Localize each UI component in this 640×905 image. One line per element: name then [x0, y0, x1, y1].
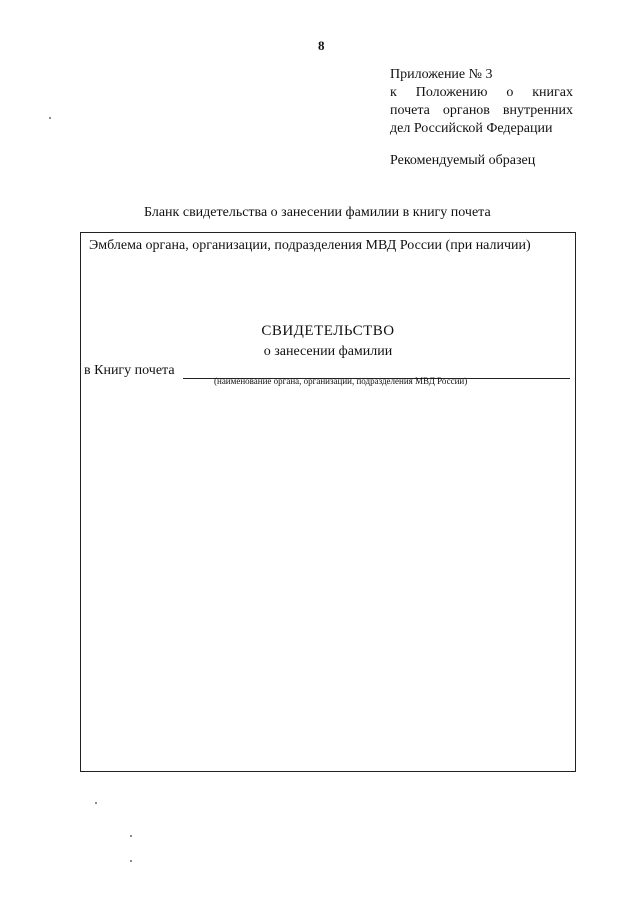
appendix-block	[390, 66, 573, 138]
book-of-honor-label: в Книгу почета	[84, 363, 175, 378]
appendix-word: Положению	[415, 85, 488, 100]
scan-speck	[95, 802, 97, 804]
certificate-frame	[80, 232, 576, 772]
appendix-title: Приложение № 3	[390, 67, 493, 82]
appendix-word: книгах	[532, 85, 573, 100]
form-title: Бланк свидетельства о занесении фамилии в книгу почета	[144, 205, 491, 220]
recommended-sample-label: Рекомендуемый образец	[390, 153, 536, 168]
certificate-subtitle: о занесении фамилии	[263, 344, 393, 359]
page-number: 8	[318, 38, 325, 53]
appendix-word: почета	[390, 103, 430, 118]
appendix-line-2	[390, 84, 573, 102]
appendix-word: органов	[442, 103, 490, 118]
emblem-placeholder: Эмблема органа, организации, подразделения МВД России (при наличии)	[89, 238, 531, 253]
scan-speck	[130, 860, 132, 862]
appendix-line-4: дел Российской Федерации	[390, 121, 553, 136]
appendix-line-3	[390, 102, 573, 120]
appendix-word: к	[390, 85, 397, 100]
scan-speck	[49, 117, 51, 119]
appendix-word: внутренних	[502, 103, 573, 118]
scan-speck	[130, 835, 132, 837]
appendix-word: о	[506, 85, 514, 100]
book-of-honor-caption: (наименование органа, организации, подразделения МВД России)	[214, 376, 468, 386]
certificate-title: СВИДЕТЕЛЬСТВО	[261, 323, 395, 339]
